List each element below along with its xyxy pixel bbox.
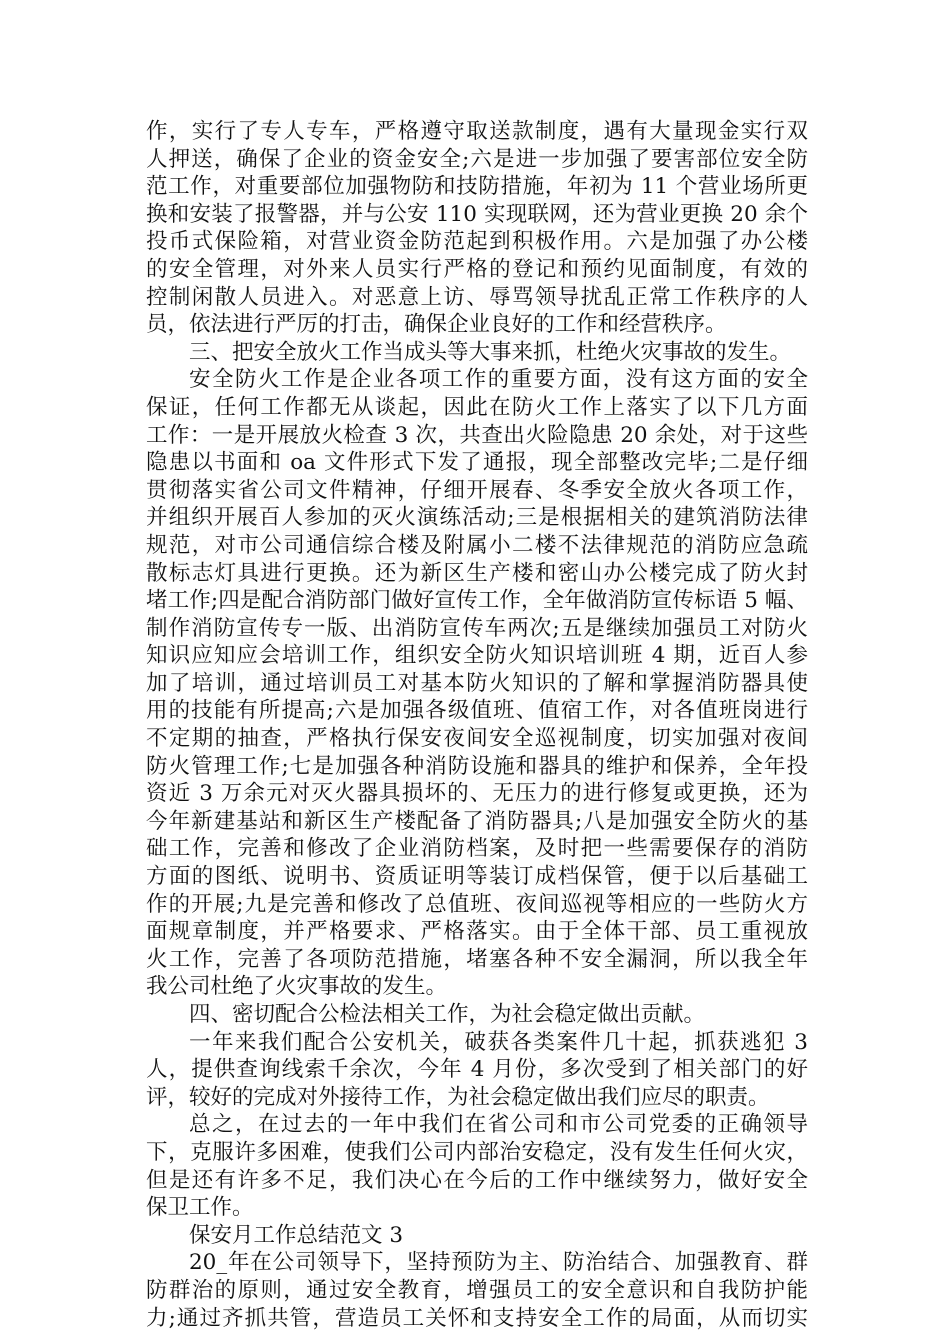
text-line: 散标志灯具进行更换。还为新区生产楼和密山办公楼完成了防火封 xyxy=(146,560,808,586)
text-line: 换和安装了报警器，并与公安 110 实现联网，还为营业更换 20 余个 xyxy=(146,201,808,227)
text-line: 的安全管理，对外来人员实行严格的登记和预约见面制度，有效的 xyxy=(146,256,808,282)
text-line: 础工作，完善和修改了企业消防档案，及时把一些需要保存的消防 xyxy=(146,836,808,862)
text-line: 资近 3 万余元对灭火器具损坏的、无压力的进行修复或更换，还为 xyxy=(146,781,808,807)
text-line: 评，较好的完成对外接待工作，为社会稳定做出我们应尽的职责。 xyxy=(146,1084,770,1110)
text-line: 工作：一是开展放火检查 3 次，共查出火险隐患 20 余处，对于这些 xyxy=(146,422,808,448)
text-line: 方面的图纸、说明书、资质证明等装订成档保管，便于以后基础工 xyxy=(146,864,808,890)
section-heading: 四、密切配合公检法相关工作，为社会稳定做出贡献。 xyxy=(189,1002,706,1027)
text-line: 控制闲散人员进入。对恶意上访、辱骂领导扰乱正常工作秩序的人 xyxy=(146,284,808,310)
text-line: 制作消防宣传专一版、出消防宣传车两次;五是继续加强员工对防火 xyxy=(146,615,808,641)
text-line: 力;通过齐抓共管，营造员工关怀和支持安全工作的局面，从而切实 xyxy=(146,1305,808,1331)
text-line: 我公司杜绝了火灾事故的发生。 xyxy=(146,974,448,1000)
text-line: 防群治的原则，通过安全教育，增强员工的安全意识和自我防护能 xyxy=(146,1277,808,1303)
text-line: 人押送，确保了企业的资金安全;六是进一步加强了要害部位安全防 xyxy=(146,146,808,172)
text-line: 员，依法进行严厉的打击，确保企业良好的工作和经营秩序。 xyxy=(146,312,727,338)
text-line: 投币式保险箱，对营业资金防范起到积极作用。六是加强了办公楼 xyxy=(146,229,808,255)
paragraph-first-line: 总之，在过去的一年中我们在省公司和市公司党委的正确领导 xyxy=(189,1112,808,1138)
paragraph-first-line: 安全防火工作是企业各项工作的重要方面，没有这方面的安全 xyxy=(189,367,808,393)
text-line: 隐患以书面和 oa 文件形式下发了通报，现全部整改完毕;二是仔细 xyxy=(146,450,808,476)
text-line: 火工作，完善了各项防范措施，堵塞各种不安全漏洞，所以我全年 xyxy=(146,946,808,972)
text-line: 范工作，对重要部位加强物防和技防措施，年初为 11 个营业场所更 xyxy=(146,174,808,200)
text-line: 并组织开展百人参加的灭火演练活动;三是根据相关的建筑消防法律 xyxy=(146,505,808,531)
text-line: 加了培训，通过培训员工对基本防火知识的了解和掌握消防器具使 xyxy=(146,670,808,696)
document-body xyxy=(146,118,808,1332)
text-line: 用的技能有所提高;六是加强各级值班、值宿工作，对各值班岗进行 xyxy=(146,698,808,724)
text-line: 今年新建基站和新区生产楼配备了消防器具;八是加强安全防火的基 xyxy=(146,808,808,834)
text-line: 但是还有许多不足，我们决心在今后的工作中继续努力，做好安全 xyxy=(146,1167,808,1193)
text-line: 不定期的抽查，严格执行保安夜间安全巡视制度，切实加强对夜间 xyxy=(146,726,808,752)
text-line: 堵工作;四是配合消防部门做好宣传工作，全年做消防宣传标语 5 幅、 xyxy=(146,588,808,614)
text-line: 面规章制度，并严格要求、严格落实。由于全体干部、员工重视放 xyxy=(146,919,808,945)
text-line: 人，提供查询线索千余次，今年 4 月份，多次受到了相关部门的好 xyxy=(146,1057,808,1083)
paragraph-first-line: 一年来我们配合公安机关，破获各类案件几十起，抓获逃犯 3 xyxy=(189,1029,808,1055)
paragraph-first-line: 20_年在公司领导下，坚持预防为主、防治结合、加强教育、群 xyxy=(189,1250,808,1276)
text-line: 规范，对市公司通信综合楼及附属小二楼不法律规范的消防应急疏 xyxy=(146,532,808,558)
text-line: 下，克服许多困难，使我们公司内部治安稳定，没有发生任何火灾， xyxy=(146,1139,808,1165)
text-line: 知识应知应会培训工作，组织安全防火知识培训班 4 期，近百人参 xyxy=(146,643,808,669)
section-heading: 三、把安全放火工作当成头等大事来抓，杜绝火灾事故的发生。 xyxy=(189,339,792,365)
document-subtitle: 保安月工作总结范文 3 xyxy=(189,1222,404,1248)
text-line: 贯彻落实省公司文件精神，仔细开展春、冬季安全放火各项工作， xyxy=(146,477,808,503)
text-line: 作的开展;九是完善和修改了总值班、夜间巡视等相应的一些防火方 xyxy=(146,891,808,917)
text-line: 保卫工作。 xyxy=(146,1195,254,1221)
text-line: 保证，任何工作都无从谈起，因此在防火工作上落实了以下几方面 xyxy=(146,394,808,420)
text-line: 作，实行了专人专车，严格遵守取送款制度，遇有大量现金实行双 xyxy=(146,119,808,144)
text-line: 防火管理工作;七是加强各种消防设施和器具的维护和保养，全年投 xyxy=(146,753,808,779)
